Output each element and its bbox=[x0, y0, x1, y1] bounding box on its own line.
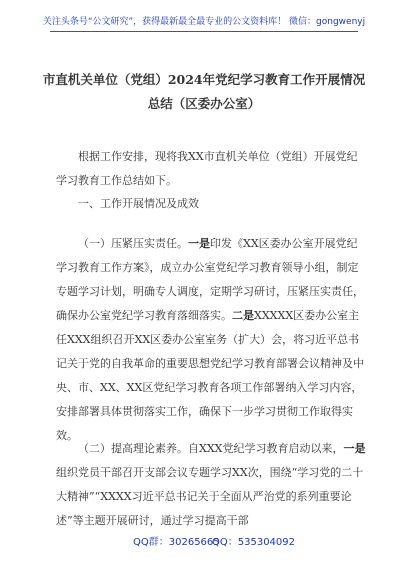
section-1-text bbox=[56, 232, 368, 448]
header-divider bbox=[50, 31, 358, 32]
title-line-2: 总结（区委办公室） bbox=[147, 96, 261, 111]
intro-text: 根据工作安排，现将我XX市直机关单位（党组）开展党纪学习教育工作总结如下。 bbox=[56, 150, 358, 187]
section-1-part-2: 印发《XX区委办公室开展党纪学习教育工作方案》，成立办公室党纪学习教育领导小组，制定专题学习计划，明确专人调度，定期学习研讨，压紧压实责任，确保办公室党纪学习教育落细落实。 bbox=[56, 237, 364, 322]
footer-qq-contact: QQ：535304092 bbox=[212, 537, 296, 548]
title-line-1: 市直机关单位（党组）2024年党纪学习教育工作开展情况 bbox=[42, 72, 366, 87]
intro-paragraph bbox=[56, 145, 368, 193]
section-1-paragraph bbox=[56, 232, 368, 448]
section-2-bold-1: 一是 bbox=[343, 442, 366, 455]
section-1-part-3: XXXXX区委办公室主任XXX组织召开XX区委办公室室务（扩大）会，将习近平总书记关于党的自我革命的重要思想党纪学习教育部署会议精神及中央、市、XX、XX区党纪学习教育各项工作部署纳入学习内容，安排部署具体贯彻落实工作，确保下一步学习贯彻工作取得实效。 bbox=[56, 309, 364, 442]
section-2-text bbox=[56, 437, 368, 533]
footer-qq-group: QQ群：30265665 bbox=[133, 537, 220, 548]
section-2-part-2: 组织党员干部召开支部会议专题学习XX次，围绕“学习党的二十大精神”“XXXX习近平总书记关于全面从严治党的系列重要论述”等主题开展研讨，通过学习提高干部 bbox=[56, 466, 364, 527]
header-note: 关注头条号“公文研究”，获得最新最全最专业的公文资料库！ 微信：gongwenyj bbox=[42, 17, 366, 27]
heading-text: 一、工作开展情况及成效 bbox=[78, 197, 199, 210]
section-2-part-1: （二）提高理论素养。自XXX党纪学习教育启动以来， bbox=[78, 442, 344, 455]
section-2-paragraph bbox=[56, 437, 368, 533]
section-1-bold-1: 一是 bbox=[188, 237, 210, 250]
section-heading-1 bbox=[56, 192, 368, 216]
section-1-bold-2: 二是 bbox=[232, 309, 254, 322]
document-title bbox=[40, 68, 368, 116]
section-1-part-1: （一）压紧压实责任。 bbox=[78, 237, 188, 250]
